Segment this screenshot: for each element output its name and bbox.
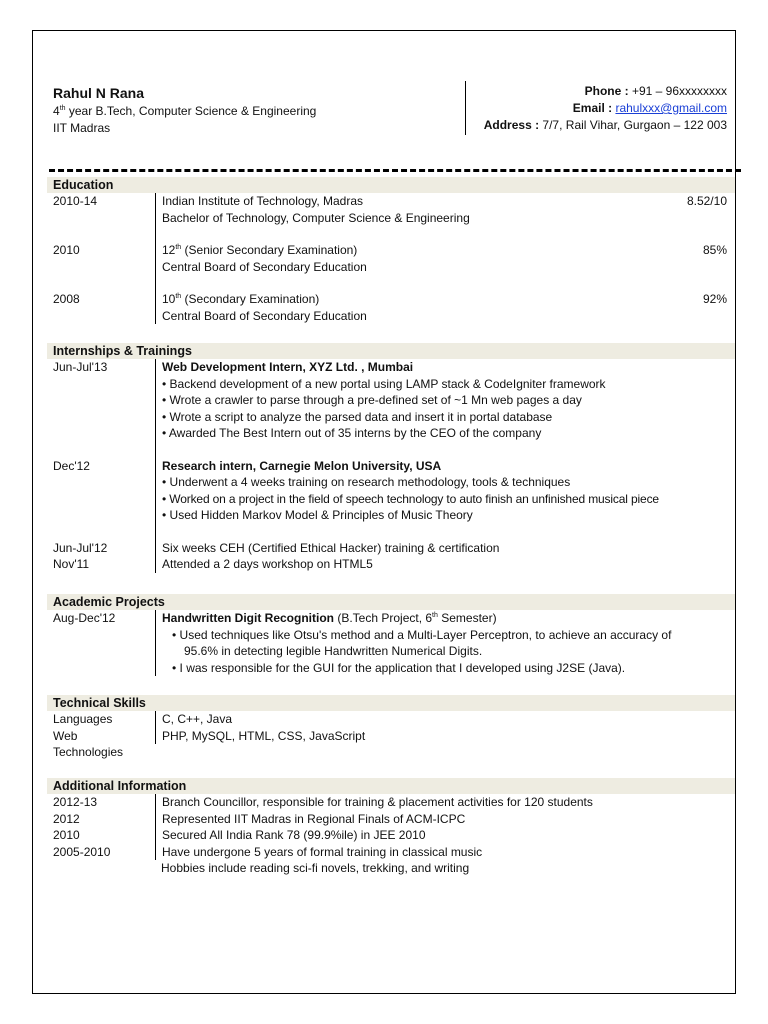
header-divider [465,81,466,135]
education-row: 2010-14 Indian Institute of Technology, Madras Bachelor of Technology, Computer Science & Engineering 8.52/10 [53,194,727,225]
header-left [53,83,316,137]
section-title: Education [47,177,735,193]
additional-row: 2010 Secured All India Rank 78 (99.9%ile) in JEE 2010 [47,827,735,844]
section-title: Internships & Trainings [47,343,735,359]
phone-line: Phone : +91 – 96xxxxxxxx [584,84,727,98]
additional-row: 2012 Represented IIT Madras in Regional Finals of ACM-ICPC [47,811,735,828]
internship-item: Jun-Jul'12 Six weeks CEH (Certified Ethical Hacker) training & certification [47,540,735,557]
section-title: Academic Projects [47,594,735,610]
skill-row: Technologies [53,745,124,759]
section-title: Technical Skills [47,695,735,711]
institute: IIT Madras [53,121,111,135]
internships-section [47,343,735,573]
internship-item: Jun-Jul'13 Web Development Intern, XYZ Ltd. , Mumbai • Backend development of a new portal using LAMP stack & CodeIgniter framework • Wrote a crawler to parse through a pre-defined set of ~1 Mn web pages a day • Wrote a script to analyze the parsed data and insert it in portal database • Awarded The Best Intern out of 35 interns by the CEO of the company [47,359,735,442]
section-title: Additional Information [47,778,735,794]
additional-row: Hobbies include reading sci-fi novels, trekking, and writing [161,861,470,875]
additional-row: 2005-2010 Have undergone 5 years of formal training in classical music [47,844,735,861]
resume-page [32,30,736,994]
email-line: Email : rahulxxx@gmail.com [572,101,727,115]
email-link[interactable]: rahulxxx@gmail.com [615,101,727,115]
address-line: Address : 7/7, Rail Vihar, Gurgaon – 122 003 [483,118,727,132]
education-section [47,177,735,324]
degree-line: 4th year B.Tech, Computer Science & Engineering [53,104,317,118]
contact-block [484,83,727,134]
skills-section [47,695,735,761]
education-row: 2010 12th (Senior Secondary Examination) Central Board of Secondary Education 85% [53,243,727,274]
internship-item: Dec'12 Research intern, Carnegie Melon University, USA • Underwent a 4 weeks training on research methodology, tools & techniques • Worked on a project in the field of speech technology to auto finish an unfinished musical piece • Used Hidden Markov Model & Principles of Music Theory [47,458,735,524]
additional-row: 2012-13 Branch Councillor, responsible for training & placement activities for 120 students [47,794,735,811]
project-item: Aug-Dec'12 Handwritten Digit Recognition (B.Tech Project, 6th Semester) • Used techniques like Otsu's method and a Multi-Layer Perceptron, to achieve an accuracy of 95.6% in detecting legible Handwritten Numerical Digits. • I was responsible for the GUI for the application that I developed using J2SE (Java). [47,610,735,676]
education-row: 2008 10th (Secondary Examination) Central Board of Secondary Education 92% [53,292,727,323]
candidate-name: Rahul N Rana [53,85,145,101]
skill-row: Languages C, C++, Java [47,711,735,728]
dashed-separator [49,169,741,175]
skill-row: Web PHP, MySQL, HTML, CSS, JavaScript [47,728,735,745]
additional-section [47,778,735,877]
internship-item: Nov'11 Attended a 2 days workshop on HTML5 [47,556,735,573]
projects-section [47,594,735,676]
